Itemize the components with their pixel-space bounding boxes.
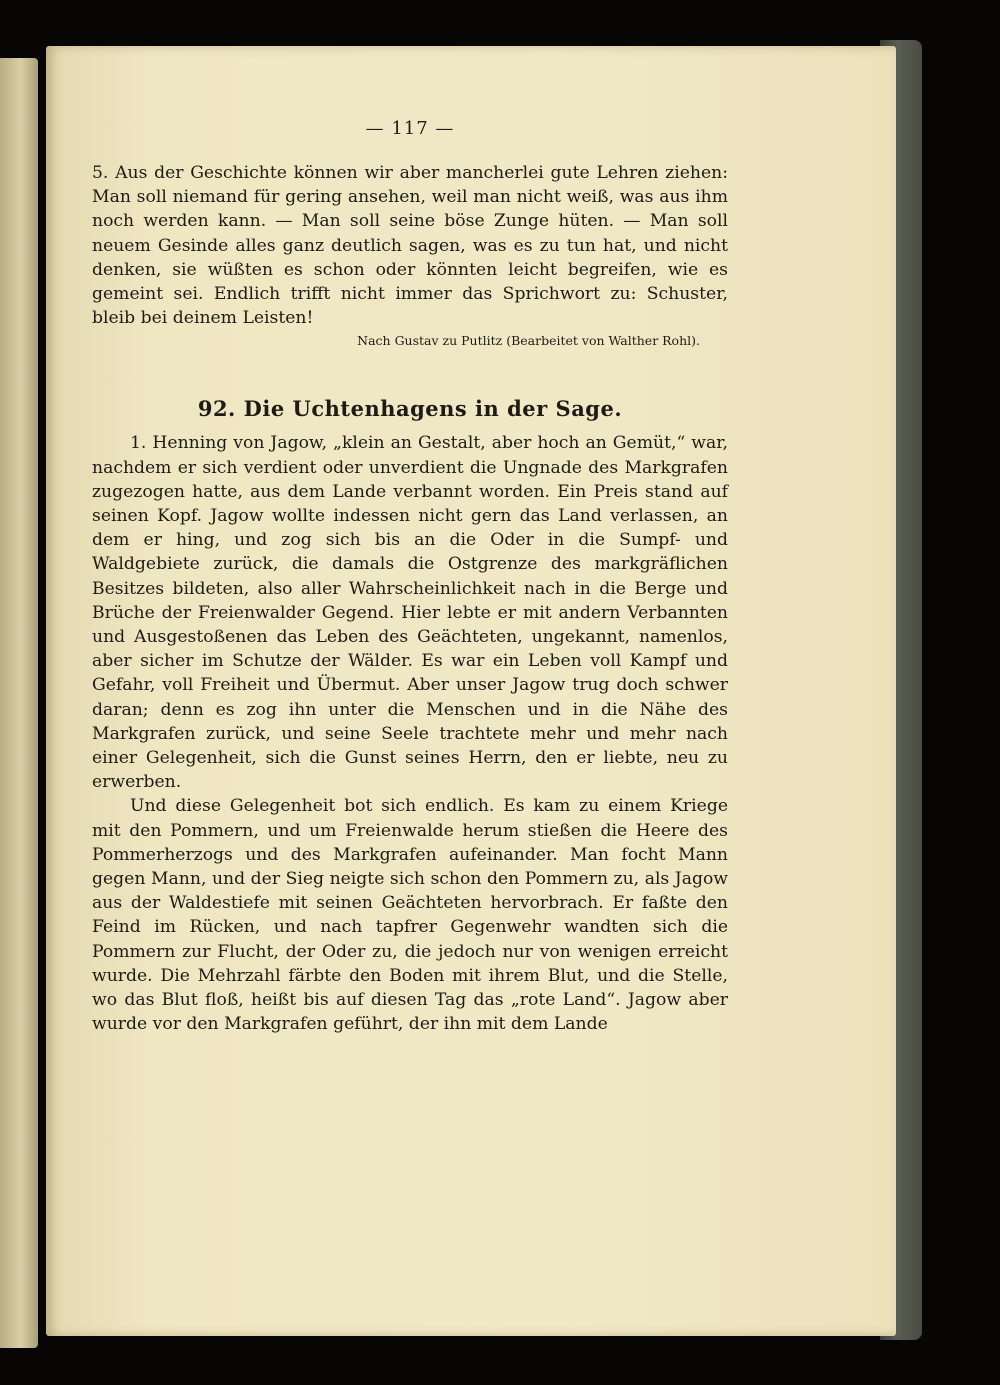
section-heading: 92. Die Uchtenhagens in der Sage. xyxy=(197,396,623,422)
paragraph-lessons: 5. Aus der Geschichte können wir aber mancherlei gute Lehren ziehen: Man soll niemand für gering ansehen, weil man nicht weiß, was aus ihm noch werden kann. — Man soll seine böse Zunge hüten. — Man soll neuem Gesinde alles ganz deutlich sagen, was es zu tun hat, und nicht denken, sie wüßten es schon oder könnten leicht begreifen, wie es gemeint sei. Endlich trifft nicht immer das Sprichwort zu: Schuster, bleib bei deinem Leisten! xyxy=(92,163,728,329)
paragraph-1: 1. Henning von Jagow, „klein an Gestalt, aber hoch an Gemüt,“ war, nachdem er sich verdient oder unverdient die Ungnade des Markgrafen zugezogen hatte, aus dem Lande verbannt worden. Ein Preis stand auf seinen Kopf. Jagow wollte indessen nicht gern das Land verlassen, an dem er hing, und zog sich bis an die Oder in die Sumpf- und Waldgebiete zurück, die damals die Ostgrenze des markgräflichen Besitzes bildeten, also aller Wahrscheinlichkeit nach in die Berge und Brüche der Freienwalder Gegend. Hier lebte er mit andern Verbannten und Ausgestoßenen das Leben des Geächteten, ungekannt, namenlos, aber sicher im Schutze der Wälder. Es war ein Leben voll Kampf und Gefahr, voll Freiheit und Übermut. Aber unser Jagow trug doch schwer daran; denn es zog ihn unter die Menschen und in die Nähe des Markgrafen zurück, und seine Seele trachtete mehr und mehr nach einer Gelegenheit, sich die Gunst seines Herrn, den er liebte, neu zu erwerben. xyxy=(92,433,728,793)
page-number: — 117 — xyxy=(365,118,455,139)
attribution: Nach Gustav zu Putlitz (Bearbeitet von Walther Rohl). xyxy=(357,333,700,349)
left-page-edge xyxy=(0,58,38,1348)
paragraph-2: Und diese Gelegenheit bot sich endlich. Es kam zu einem Kriege mit den Pommern, und um Freienwalde herum stießen die Heere des Pommerherzogs und des Markgrafen aufeinander. Man focht Mann gegen Mann, und der Sieg neigte sich schon den Pommern zu, als Jagow aus der Waldestiefe mit seinen Geächteten hervorbrach. Er faßte den Feind im Rücken, und nach tapfrer Gegenwehr wandten sich die Pommern zur Flucht, der Oder zu, die jedoch nur von wenigen erreicht wurde. Die Mehrzahl färbte den Boden mit ihrem Blut, und die Stelle, wo das Blut floß, heißt bis auf diesen Tag das „rote Land“. Jagow aber wurde vor den Markgrafen geführt, der ihn mit dem Lande xyxy=(92,796,728,1035)
page-content xyxy=(92,118,728,1037)
